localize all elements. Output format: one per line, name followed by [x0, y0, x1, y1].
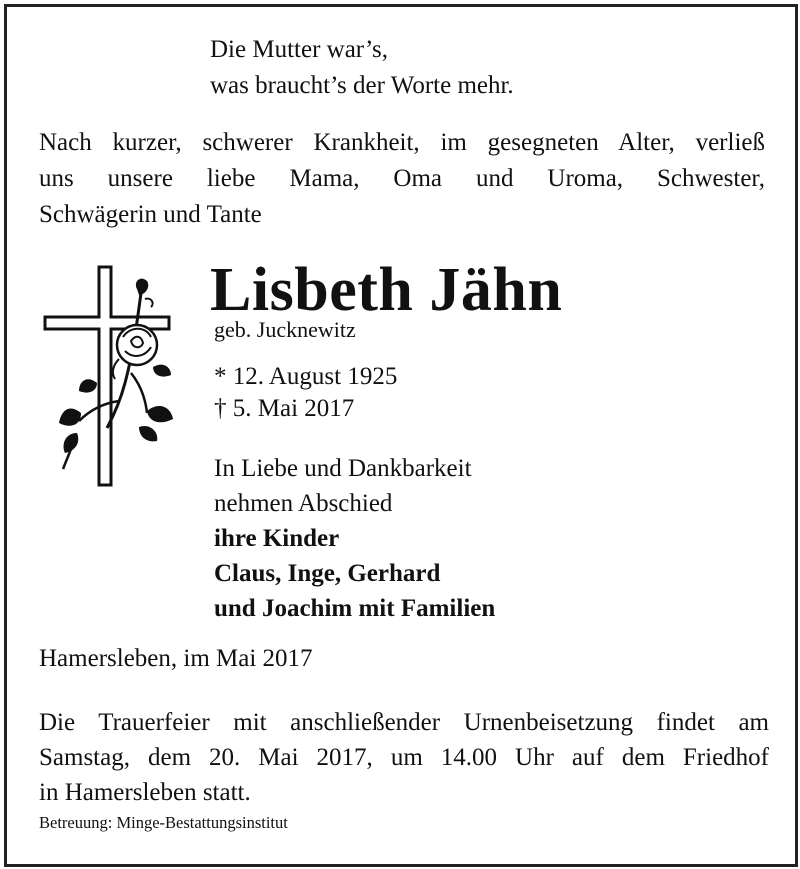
- deceased-name: Lisbeth Jähn: [210, 256, 563, 324]
- closing-text: [214, 454, 495, 629]
- cross-with-rose-icon: [41, 263, 181, 493]
- intro-text: [39, 125, 765, 233]
- death-date: † 5. Mai 2017: [214, 395, 355, 422]
- birth-date: * 12. August 1925: [214, 363, 398, 390]
- closing-line-4: Claus, Inge, Gerhard: [214, 560, 441, 587]
- motto-line-2: was braucht’s der Worte mehr.: [210, 72, 514, 99]
- motto-line-1: Die Mutter war’s,: [210, 36, 388, 63]
- closing-line-2: nehmen Abschied: [214, 490, 393, 517]
- funeral-line-3: in Hamersleben statt.: [39, 779, 251, 806]
- life-dates: [214, 362, 397, 426]
- undertaker-credit: Betreuung: Minge-Bestattungsinstitut: [39, 813, 288, 832]
- intro-line-1: Nach kurzer, schwerer Krankheit, im gesegneten Alter, verließ: [39, 129, 765, 156]
- closing-line-5: und Joachim mit Familien: [214, 595, 496, 622]
- funeral-line-1: Die Trauerfeier mit anschließender Urnenbeisetzung findet am: [39, 709, 769, 736]
- motto: [210, 35, 514, 107]
- funeral-info: [39, 705, 769, 810]
- closing-line-1: In Liebe und Dankbarkeit: [214, 455, 472, 482]
- intro-line-3: Schwägerin und Tante: [39, 201, 262, 228]
- obituary-notice: [4, 4, 798, 867]
- intro-line-2: uns unsere liebe Mama, Oma und Uroma, Schwester,: [39, 165, 765, 192]
- place-date: Hamersleben, im Mai 2017: [39, 645, 313, 672]
- funeral-line-2: Samstag, dem 20. Mai 2017, um 14.00 Uhr auf dem Friedhof: [39, 744, 769, 771]
- closing-line-3: ihre Kinder: [214, 525, 340, 552]
- maiden-name: geb. Jucknewitz: [214, 317, 356, 342]
